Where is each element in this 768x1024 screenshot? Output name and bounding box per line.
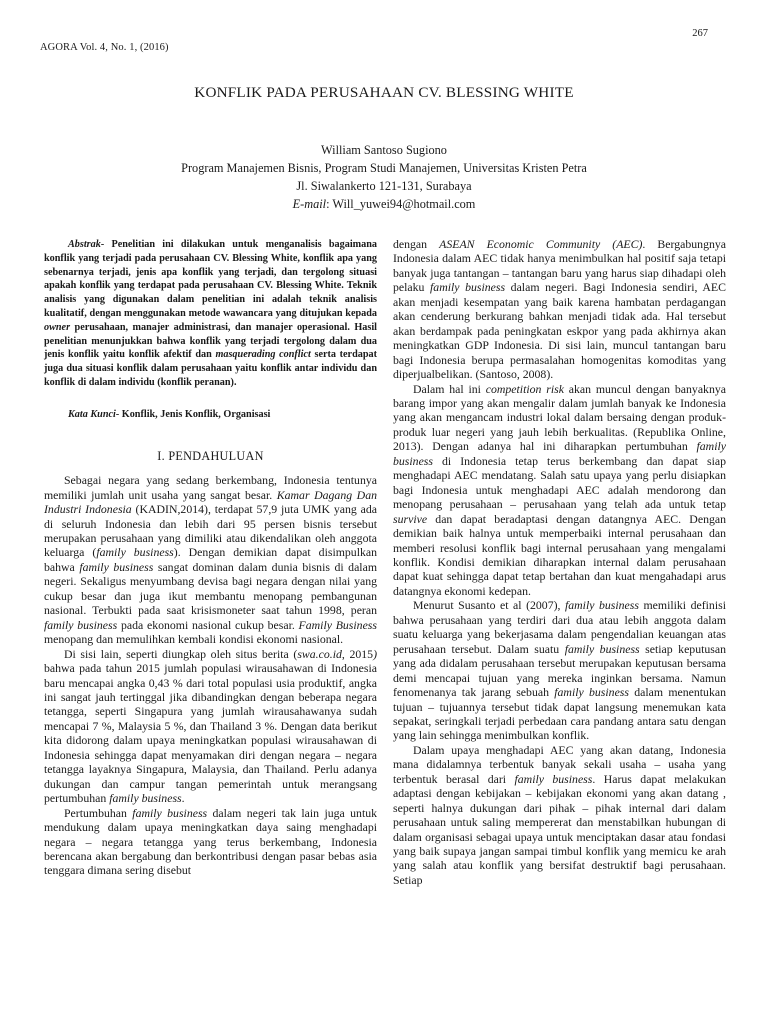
author-block [0, 141, 768, 213]
text-run: Dalam upaya menghadapi AEC yang akan datang, Indonesia mana didalamnya terbentuk banyak sekali usaha – usaha yang terbentuk berasal dari [393, 742, 726, 786]
section-heading: I. PENDAHULUAN [157, 448, 264, 463]
journal-running-head: AGORA Vol. 4, No. 1, (2016) [40, 42, 169, 53]
text-run: family business [554, 685, 629, 700]
text-run: family business [44, 617, 118, 632]
abstract-text: serta terdapat juga dua situasi konflik dalam perusahaan yaitu konflik antar individu dan konflik di dalam individu (konflik peranan). [44, 349, 377, 388]
text-run: . Bergabungnya Indonesia dalam AEC tidak hanya menimbulkan hal positif saja tetapi banyak juga tantangan – tantangan baru yang harus siap dihadapi oleh pelaku [393, 237, 727, 295]
author-address: Jl. Siwalankerto 121-131, Surabaya [296, 179, 472, 193]
text-run: ASEAN Economic Community (AEC) [439, 237, 643, 251]
text-run: memiliki definisi bahwa perusahaan yang terdiri dari dua atau lebih anggota dalam suatu keluarga yang bekerjasama dalam pengendalian keuangan atas perusahaan tersebut. Dalam suatu [393, 598, 726, 656]
text-run: Sebagai negara yang sedang berkembang, Indonesia tentunya memiliki jumlah unit usaha yang sangat besar. [44, 473, 377, 502]
paragraph [44, 647, 377, 806]
author-email-line [0, 195, 768, 213]
abstract-term: owner [44, 321, 71, 333]
text-run: menopang dan memulihkan kembali kondisi ekonomi nasional. [44, 632, 344, 647]
author-affiliation: Program Manajemen Bisnis, Program Studi Manajemen, Universitas Kristen Petra [181, 161, 587, 175]
text-run: survive [393, 511, 428, 526]
right-column [393, 237, 726, 887]
text-run: Menurut Susanto et al (2007), [413, 598, 565, 613]
text-run: ) [373, 646, 378, 661]
text-run: akan muncul dengan banyaknya barang impor yang akan mengalir dalam jumlah banyak ke Indonesia yang akan mengancam industri lokal dalam bersaing dengan produk-produk luar negeri yang jauh lebih berkualitas. (Republika Online, 2013). Dengan adanya hal ini diharapkan pertumbuhan [393, 381, 726, 454]
text-run: dalam negeri tak lain juga untuk mendukung dalam upaya meningkatkan daya saing menghadapi negara – negara tetangga yang terus berkembang, Indonesia berencana akan bergabung dan berkontribusi dengan pasar bebas asia tenggara dimana sering disebut [44, 805, 378, 878]
keywords-text: Konflik, Jenis Konflik, Organisasi [119, 408, 271, 420]
left-column [44, 238, 377, 878]
paragraph [44, 806, 377, 878]
text-run: dengan [393, 237, 440, 251]
paper-title: KONFLIK PADA PERUSAHAAN CV. BLESSING WHITE [194, 84, 574, 101]
text-run: (KADIN,2014), terdapat 57,9 juta UMK yang ada di seluruh Indonesia dan lebih dari 95 persen bisnis tersebut merupakan perusahaan yang dimiliki atau dikendalikan oleh anggota keluarga ( [44, 502, 377, 560]
abstract [44, 238, 377, 390]
abstract-text: Penelitian ini dilakukan untuk menganalisis bagaimana konflik yang terjadi pada perusahaan CV. Blessing White, konflik apa yang sebenarnya terjadi, jenis apa konflik yang terjadi, dan tergolong situasi apakah konflik yang terdapat pada perusahaan CV. Blessing White. Teknik analisis yang digunakan dalam penelitian ini adalah teknik analisis kualitatif, dengan menggunakan metode wawancara yang ditujukan kepada [44, 239, 377, 319]
paragraph [393, 743, 726, 888]
text-run: dalam menentukan tujuan – tujuannya tersebut tidak dapat langsung menemukan kata sepakat, seringkali terjadi perbedaan cara pandang antara satu dengan yang lain sehingga menimbulkan konflik. [393, 685, 726, 743]
paragraph-continued [393, 237, 726, 382]
text-run: Pertumbuhan [64, 805, 133, 820]
text-run: di Indonesia tetap terus berkembang dan dapat siap menghadapi AEC mendatang. Salah satu upaya yang perlu disiapkan bagi Indonesia untuk menghadapi AEC adalah mendorong dan menopang perusahaan – perusahaan yang telah ada untuk tetap [393, 453, 726, 512]
text-run: family business [430, 280, 506, 295]
abstract-term: masquerading conflict [215, 349, 311, 361]
text-run: pada ekonomi nasional cukup besar. [117, 617, 299, 632]
paragraph [393, 382, 726, 599]
text-run: family business [132, 805, 208, 820]
abstract-label: Abstrak- [68, 239, 105, 250]
text-run: family business [79, 559, 154, 574]
text-run: Dalam hal ini [413, 381, 486, 396]
text-run: family business [393, 439, 726, 468]
text-run: competition risk [485, 381, 564, 396]
text-run: Kamar Dagang Dan Industri Indonesia [44, 487, 377, 517]
author-name: William Santoso Sugiono [321, 143, 447, 157]
paragraph [393, 598, 726, 743]
text-run: Di sisi lain, seperti diungkap oleh situs berita ( [64, 646, 298, 661]
abstract-text: perusahaan, manajer administrasi, dan manajer operasional. Hasil penelitian menunjukkan bahwa konflik yang terjadi tergolong dalam dua jenis konflik yaitu konflik afektif dan [44, 321, 377, 361]
email-label: E-mail [292, 197, 327, 211]
text-run: sangat dominan dalam dunia bisnis di dalam negeri. Sekaligus menyumbang devisa bagi negara dengan nilai yang cukup besar dan juga ikut membantu menopang pembangunan nasional. Terbukti pada saat krisismoneter saat tahun 1998, peran [44, 559, 377, 618]
text-run: . [181, 791, 185, 806]
text-run: family business [96, 545, 174, 560]
text-run: ). Dengan demikian dapat disimpulkan bahwa [44, 545, 378, 574]
text-run: swa.co.id [297, 646, 342, 661]
text-run: setiap keputusan yang ada didalam perusahaan tersebut merupakan keputusan bersama demi mencapai tujuan yang mereka inginkan bersama. Namun fenomenanya tak jarang sebuah [393, 641, 726, 700]
text-run: , 2015 [341, 646, 374, 661]
paragraph [44, 473, 377, 646]
text-run: family business [564, 641, 640, 656]
keywords-label: Kata Kunci- [68, 408, 120, 420]
page-number: 267 [692, 28, 708, 39]
text-run: bahwa pada tahun 2015 jumlah populasi wirausahawan di Indonesia baru mencapai angka 0,43 % dari total populasi usia produktif, angka ini sangat jauh tertinggal jika dibandingkan dengan beberapa negara tetangga, seperti Singapura yang jumlah wirausahawanya sudah mencapai 7 %, Malaysia 5 %, dan Thailand 3 %. Dengan data berikut kita didorong dalam upaya meningkatkan populasi wirausahawan di Indonesia sehingga dapat menyamakan diri dengan negara – negara tetangga layaknya Singapura, Malaysia, dan Thailand. Perlu adanya dukungan dan campur tangan pemerintah untuk merangsang pertumbuhan [44, 661, 377, 806]
text-run: dalam negeri. Bagi Indonesia sendiri, AEC akan menjadi kesempatan yang baik karena hambatan perdagangan akan cenderung berkurang bahkan menjadi tidak ada. Hal tersebut akan berdampak pada peningkatan eskpor yang pada akhirnya akan meningkatkan GDP Indonesia. Di sisi lain, muncul tantangan baru bagi Indonesia berupa permasalahan homogenitas komoditas yang diperjualbelikan. (Santoso, 2008). [393, 280, 726, 382]
email-address[interactable]: : Will_yuwei94@hotmail.com [326, 197, 476, 211]
text-run: dan dapat beradaptasi dengan datangnya AEC. Dengan demikian baik halnya untuk memperbaiki internal perusahaan dan memberi resolusi konflik bagi internal perusahaan yang mengalami konflik. Kondisi demikian diharapkan internal dalam perusahaan dapat kuat sehingga dapat tetap bertahan dan kuat mengahadapi arus datangnya ekonomi kedepan. [393, 511, 726, 598]
text-run: family business [564, 598, 639, 613]
text-run: . Harus dapat melakukan adaptasi dengan kebijakan – kebijakan ekonomi yang akan datang , seperti halnya dukungan dari pihak – pihak internal dari dalam perusahaan untuk saling mempererat dan menstabilkan hubungan di dalam organisasi sebagai upaya untuk menciptakan dasar atau fondasi yang baik supaya jangan sampai timbul konflik yang memicu ke arah yang salah atau konflik yang bersifat destruktif bagi perusahaan. Setiap [393, 771, 726, 887]
text-run: family business [109, 791, 182, 806]
text-run: Family Business [298, 617, 377, 632]
keywords [44, 408, 377, 421]
text-run: family business [514, 771, 593, 786]
